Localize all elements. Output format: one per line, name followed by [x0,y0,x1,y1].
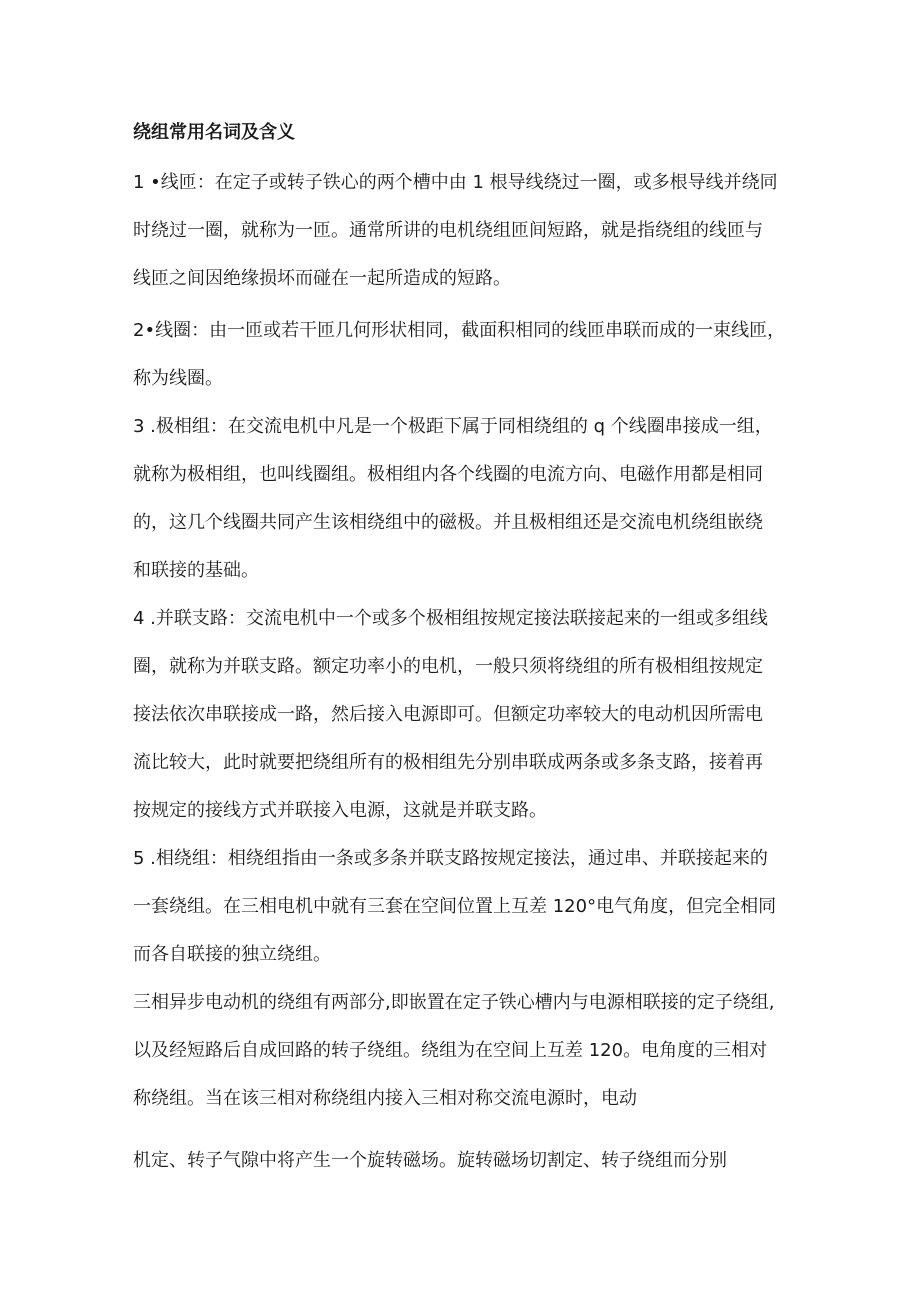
paragraph-coil-turn-line-2: 时绕过一圈，就称为一匝。通常所讲的电机绕组匝间短路，就是指绕组的线匝与 [133,220,763,241]
paragraph-coil-turn-line-1: 1 •线匝：在定子或转子铁心的两个槽中由 1 根导线绕过一圈，或多根导线并绕同 [133,172,778,193]
paragraph-pole-phase-group-line-4: 和联接的基础。 [133,560,259,581]
paragraph-async-motor-line-1: 三相异步电动机的绕组有两部分,即嵌置在定子铁心槽内与电源相联接的定子绕组, [133,992,775,1013]
paragraph-parallel-branch-line-5: 按规定的接线方式并联接入电源，这就是并联支路。 [133,800,547,821]
paragraph-async-motor-line-3: 称绕组。当在该三相对称绕组内接入三相对称交流电源时，电动 [133,1088,637,1109]
paragraph-parallel-branch-line-3: 接法依次串联接成一路，然后接入电源即可。但额定功率较大的电动机因所需电 [133,704,763,725]
paragraph-async-motor-line-2: 以及经短路后自成回路的转子绕组。绕组为在空间上互差 120。电角度的三相对 [133,1040,768,1061]
paragraph-coil-turn-line-3: 线匝之间因绝缘损坏而碰在一起所造成的短路。 [133,268,511,289]
paragraph-pole-phase-group-line-1: 3 .极相组：在交流电机中凡是一个极距下属于同相绕组的 q 个线圈串接成一组， [133,416,773,437]
document-title: 绕组常用名词及含义 [133,122,295,143]
paragraph-coil-line-1: 2•线圈：由一匝或若干匝几何形状相同，截面积相同的线匝串联而成的一束线匝， [133,320,786,341]
paragraph-parallel-branch-line-4: 流比较大，此时就要把绕组所有的极相组先分别串联成两条或多条支路，接着再 [133,752,763,773]
paragraph-pole-phase-group-line-3: 的，这几个线圈共同产生该相绕组中的磁极。并且极相组还是交流电机绕组嵌绕 [133,512,763,533]
paragraph-parallel-branch-line-1: 4 .并联支路：交流电机中一个或多个极相组按规定接法联接起来的一组或多组线 [133,608,768,629]
paragraph-coil-line-2: 称为线圈。 [133,368,223,389]
paragraph-phase-winding-line-2: 一套绕组。在三相电机中就有三套在空间位置上互差 120°电气角度，但完全相同 [133,896,777,917]
paragraph-rotating-field-line-1: 机定、转子气隙中将产生一个旋转磁场。旋转磁场切割定、转子绕组而分别 [133,1150,727,1171]
paragraph-phase-winding-line-3: 而各自联接的独立绕组。 [133,944,331,965]
paragraph-parallel-branch-line-2: 圈，就称为并联支路。额定功率小的电机，一般只须将绕组的所有极相组按规定 [133,656,763,677]
paragraph-pole-phase-group-line-2: 就称为极相组，也叫线圈组。极相组内各个线圈的电流方向、电磁作用都是相同 [133,464,763,485]
paragraph-phase-winding-line-1: 5 .相绕组：相绕组指由一条或多条并联支路按规定接法，通过串、并联接起来的 [133,848,768,869]
